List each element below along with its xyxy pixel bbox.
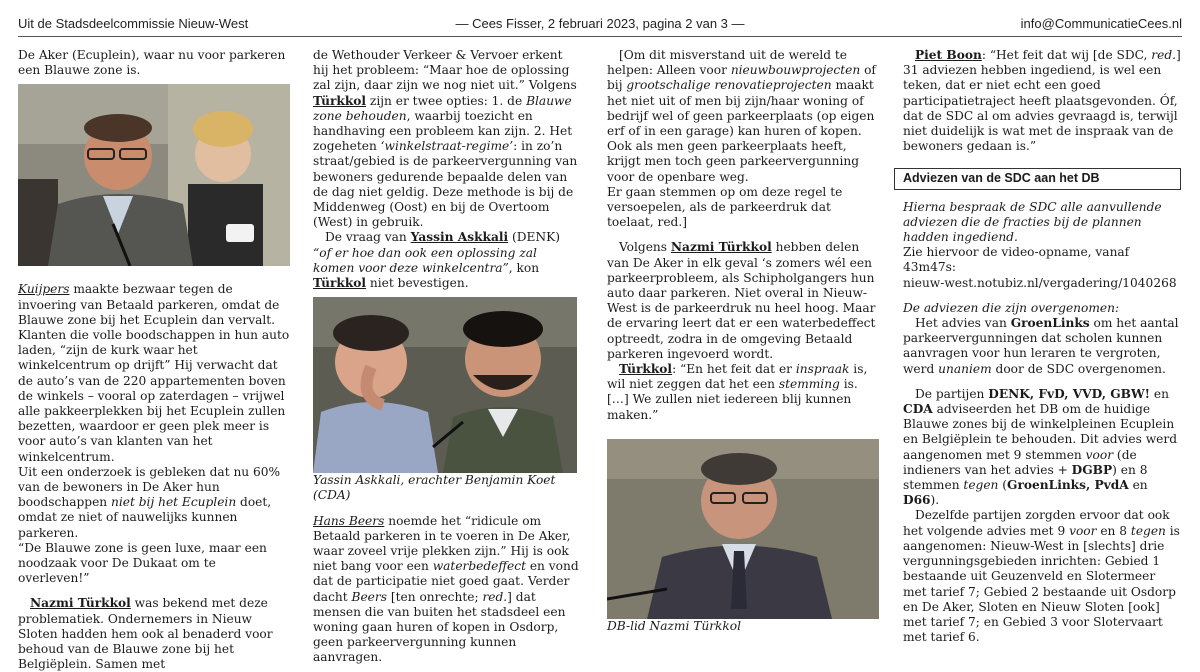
askkali-paragraph — [313, 230, 581, 291]
askkali-text-d: niet bevestigen. — [366, 276, 469, 291]
boon-text-a: : “Het feit dat wij [de SDC, — [981, 48, 1152, 62]
groenlinks-paragraph — [903, 316, 1181, 377]
beers-name-italic: Beers — [351, 589, 387, 604]
bz-party-dgbp: DGBP — [1071, 462, 1113, 477]
groenlinks-text-a: Het advies van — [915, 316, 1011, 331]
options-text-c: , waarbij toezicht en handhaving een probleem kan zijn. 2. Het zogeheten — [313, 108, 573, 154]
misverstand-paragraph — [607, 48, 879, 185]
misverstand-text-c: maakt het niet uit of men bij zijn/haar woning of bedrijf wel of geen parkeerplaats (op eigen erf of in een garage) kan huren of kopen. Ook als men geen parkeerplaats heeft, krijgt men toch geen parkeervergunning voor de openbare weg. — [607, 78, 875, 184]
askkali-question: “of er hoe dan ook een oplossing zal komen voor deze winkelcentra” — [313, 245, 537, 275]
askkali-text-c: , kon — [508, 260, 540, 275]
kuijpers-text: maakte bezwaar tegen de invoering van Betaald parkeren, omdat de Blauwe zone bij het Ecuplein dan vervalt. Klanten die volle boodschappen in hun auto laden, “zijn de kurk waar het winkelcentrum op drijft” Hij verwacht dat de auto’s van de 220 appartementen boven de winkels – vooral op zaterdagen – vrijwel alle pakkeerplekken bij het Ecuplein zullen bezetten, waardoor er geen plek meer is voor auto’s van klanten van het winkelcentrum. — [18, 282, 290, 464]
photo-speaker-kuijpers — [18, 84, 290, 266]
beers-name: Hans Beers — [313, 513, 385, 528]
blauwe-zones-paragraph — [903, 387, 1181, 509]
inspraak-text-a: : “En het feit dat er — [672, 362, 796, 377]
beers-red: red. — [482, 589, 508, 604]
bz-parties-2: GroenLinks, PvdA — [1007, 478, 1129, 493]
page-header — [18, 16, 1182, 34]
header-email[interactable]: info@CommunicatieCees.nl — [1020, 16, 1182, 31]
turkkol-name: Türkkol — [313, 93, 367, 108]
schiphol-text-a: Volgens — [619, 240, 671, 255]
nazmi-text: was bekend met deze problematiek. Ondernemers in Nieuw Sloten hadden hem ook al benaderd voor behoud van de Blauwe zone bij het Belgiëplein. Samen met — [18, 596, 273, 672]
gebieden-text-a: Dezelfde partijen zorgden ervoor dat ook het volgende advies met 9 — [903, 508, 1170, 538]
bz-text-e: ) en 8 stemmen — [903, 462, 1148, 493]
bz-text-d: (de indieners van het advies + — [903, 447, 1137, 477]
stemming-emphasis: stemming — [778, 377, 840, 392]
askkali-text-a: De vraag van — [325, 230, 411, 245]
onderzoek-text-b: doet, omdat ze niet of nauwelijks kunnen parkeren. — [18, 495, 272, 540]
gebieden-paragraph — [903, 508, 1181, 645]
gebieden-voor: voor — [1069, 523, 1097, 538]
inspraak-text-c: is. […] We zullen niet iedereen blij kunnen maken.” — [607, 377, 858, 422]
photo-nazmi-turkkol — [607, 439, 879, 619]
nazmi-name-2: Nazmi Türkkol — [670, 240, 772, 255]
caption-nazmi: DB-lid Nazmi Türkkol — [607, 618, 742, 633]
overgenomen-heading — [903, 301, 1181, 316]
intro-adviezen — [903, 200, 1181, 246]
column-3 — [607, 48, 879, 634]
beers-text-d: ] dat mensen die van buiten het stadsdeel een woning gaan huren of kopen in Osdorp, geen parkeervergunning kunnen aanvragen. — [313, 589, 566, 665]
photo-askkali-koet — [313, 297, 577, 473]
intro-adviezen-italic: Hierna bespraak de SDC alle aanvullende adviezen die de fracties bij de plannen hadden ingediend. — [903, 199, 1162, 245]
renovatie-emphasis: grootschalige renovatieprojecten — [626, 78, 832, 93]
beers-emphasis: waterbedeffect — [432, 559, 526, 574]
bz-party-d66: D66 — [903, 493, 931, 508]
intro-paragraph: De Aker (Ecuplein), waar nu voor parkeren een Blauwe zone is. — [18, 48, 286, 78]
option-winkelstraat: ‘winkelstraat-regime’ — [380, 139, 514, 154]
misverstand-text-a: [Om dit misverstand uit de wereld te helpen: Alleen voor — [607, 48, 847, 78]
options-text-d: : in zo’n straat/gebied is de parkeervergunning van bewoners gedurende bepaalde delen van de dag niet geldig. Deze methode is bij de Middenweg (Oost) en bij de Overtoom (West) in gebruik. — [313, 139, 578, 230]
kuijpers-paragraph — [18, 282, 290, 464]
gebieden-text-b: en 8 — [1096, 523, 1131, 538]
nazmi-paragraph — [18, 596, 290, 672]
section-heading-adviezen: Adviezen van de SDC aan het DB — [894, 168, 1181, 189]
beers-text-a: noemde het “ridicule om Betaald parkeren in te voeren in De Aker, waar zoveel vrije plekken zijn.” Hij is ook niet bang voor een — [313, 513, 571, 574]
schiphol-paragraph — [607, 240, 879, 362]
caption-askkali: Yassin Askkali, erachter Benjamin Koet (CDA) — [313, 473, 556, 503]
options-text-b: zijn er twee opties: 1. de — [366, 93, 527, 108]
option-blauwe-zone: Blauwe zone behouden — [313, 93, 572, 123]
beers-text-b: en vond dat de participatie niet goed gaat. Verder dacht — [313, 559, 579, 604]
bz-text-c: adviseerden het DB om de huidige Blauwe zones bij de winkelpleinen Ecuplein en Belgiëplein te behouden. Dit advies werd aangenomen met 9 stemmen — [903, 402, 1177, 462]
bz-text-b: en — [1149, 386, 1169, 401]
column-4 — [903, 48, 1181, 645]
bz-tegen: tegen — [963, 478, 999, 493]
turkkol-name-2: Türkkol — [313, 276, 367, 291]
unaniem-emphasis: unaniem — [938, 361, 992, 376]
nieuwbouw-emphasis: nieuwbouwprojecten — [730, 63, 861, 78]
askkali-name: Yassin Askkali — [410, 230, 509, 245]
overgenomen-italic: De adviezen die zijn overgenomen: — [903, 300, 1120, 315]
bz-text-a: De partijen — [915, 386, 989, 401]
inspraak-paragraph — [607, 362, 879, 423]
onderzoek-emphasis: niet bij het Ecuplein — [111, 495, 237, 510]
onderzoek-text-a: Uit een onderzoek is gebleken dat nu 60% van de bewoners in De Aker hun boodschappen — [18, 464, 281, 510]
bz-voor: voor — [1085, 447, 1114, 462]
header-center: — Cees Fisser, 2 februari 2023, pagina 2 van 3 — — [455, 16, 745, 31]
column-2 — [313, 48, 581, 666]
bz-party-cda: CDA — [903, 402, 933, 417]
boon-red: red. — [1151, 48, 1177, 62]
onderzoek-paragraph — [18, 465, 290, 541]
header-left: Uit de Stadsdeelcommissie Nieuw-West — [18, 16, 249, 31]
gebieden-tegen: tegen — [1130, 523, 1166, 538]
inspraak-text-b: is, wil niet zeggen dat het een — [607, 362, 868, 392]
video-link[interactable]: nieuw-west.notubiz.nl/vergadering/1040268 — [903, 275, 1177, 290]
schiphol-text-b: hebben delen van De Aker in elk geval ‘s zomers wél een parkeerprobleem, als Schipholgangers hun auto daar parkeren. Niet overal in Nieuw-West is de parkeerdruk nu heel hoog. Maar de ervaring leert dat er een waterbedeffect optreedt, zodra in de omgeving Betaald parkeren ingevoerd wordt. — [607, 240, 876, 361]
bz-text-g: en — [1128, 478, 1148, 493]
inspraak-emphasis: inspraak — [795, 362, 850, 377]
bz-text-h: ). — [930, 493, 940, 508]
kuijpers-name: Kuijpers — [18, 282, 70, 297]
video-paragraph: Zie hiervoor de video-opname, vanaf 43m47s: — [903, 245, 1130, 275]
dukaat-quote: “De Blauwe zone is geen luxe, maar een noodzaak voor De Dukaat om te overleven!” — [18, 540, 267, 586]
options-paragraph — [313, 48, 581, 230]
askkali-text-b: (DENK) — [508, 230, 560, 245]
bz-text-f: ( — [998, 478, 1008, 493]
groenlinks-text-c: door de SDC overgenomen. — [991, 361, 1166, 376]
boon-name: Piet Boon — [915, 48, 982, 62]
misverstand-text-b: of bij — [607, 63, 876, 93]
beers-text-c: [ten onrechte; — [386, 589, 483, 604]
turkkol-name-3: Türkkol — [619, 362, 673, 377]
boon-text-b: ] 31 adviezen hebben ingediend, is wel een teken, dat er niet echt een goed participatietraject heeft plaatsgevonden. Óf, dat de SDC al om advies gevraagd is, terwijl niet duidelijk is wat met de inspraak van de bewoners gedaan is.” — [903, 48, 1181, 154]
bz-parties-1: DENK, FvD, VVD, GBW! — [988, 386, 1150, 401]
options-text-a: de Wethouder Verkeer & Vervoer erkent hij het probleem: “Maar hoe de oplossing zal zijn, daar zijn we nog niet uit.” Volgens — [313, 48, 577, 93]
column-1 — [18, 48, 290, 672]
header-divider — [18, 36, 1182, 37]
beers-paragraph — [313, 514, 581, 666]
nazmi-name: Nazmi Türkkol — [30, 596, 131, 611]
versoepelen-paragraph: Er gaan stemmen op om deze regel te versoepelen, als de parkeerdruk dat toelaat, red.] — [607, 184, 843, 230]
groenlinks-text-b: om het aantal parkeervergunningen dat scholen kunnen aanvragen voor hun leraren te vergroten, werd — [903, 316, 1179, 376]
boon-paragraph — [903, 48, 1181, 154]
groenlinks-name: GroenLinks — [1010, 316, 1090, 331]
gebieden-text-c: is aangenomen: Nieuw-West in [slechts] drie vergunningsgebieden inrichten: Gebied 1 bestaande uit Geuzenveld en Slotermeer met tarief 7; Gebied 2 bestaande uit Osdorp en De Aker, Sloten en Nieuw Sloten [ook] met tarief 7; en Gebied 3 voor Slotervaart met tarief 6. — [903, 523, 1180, 645]
